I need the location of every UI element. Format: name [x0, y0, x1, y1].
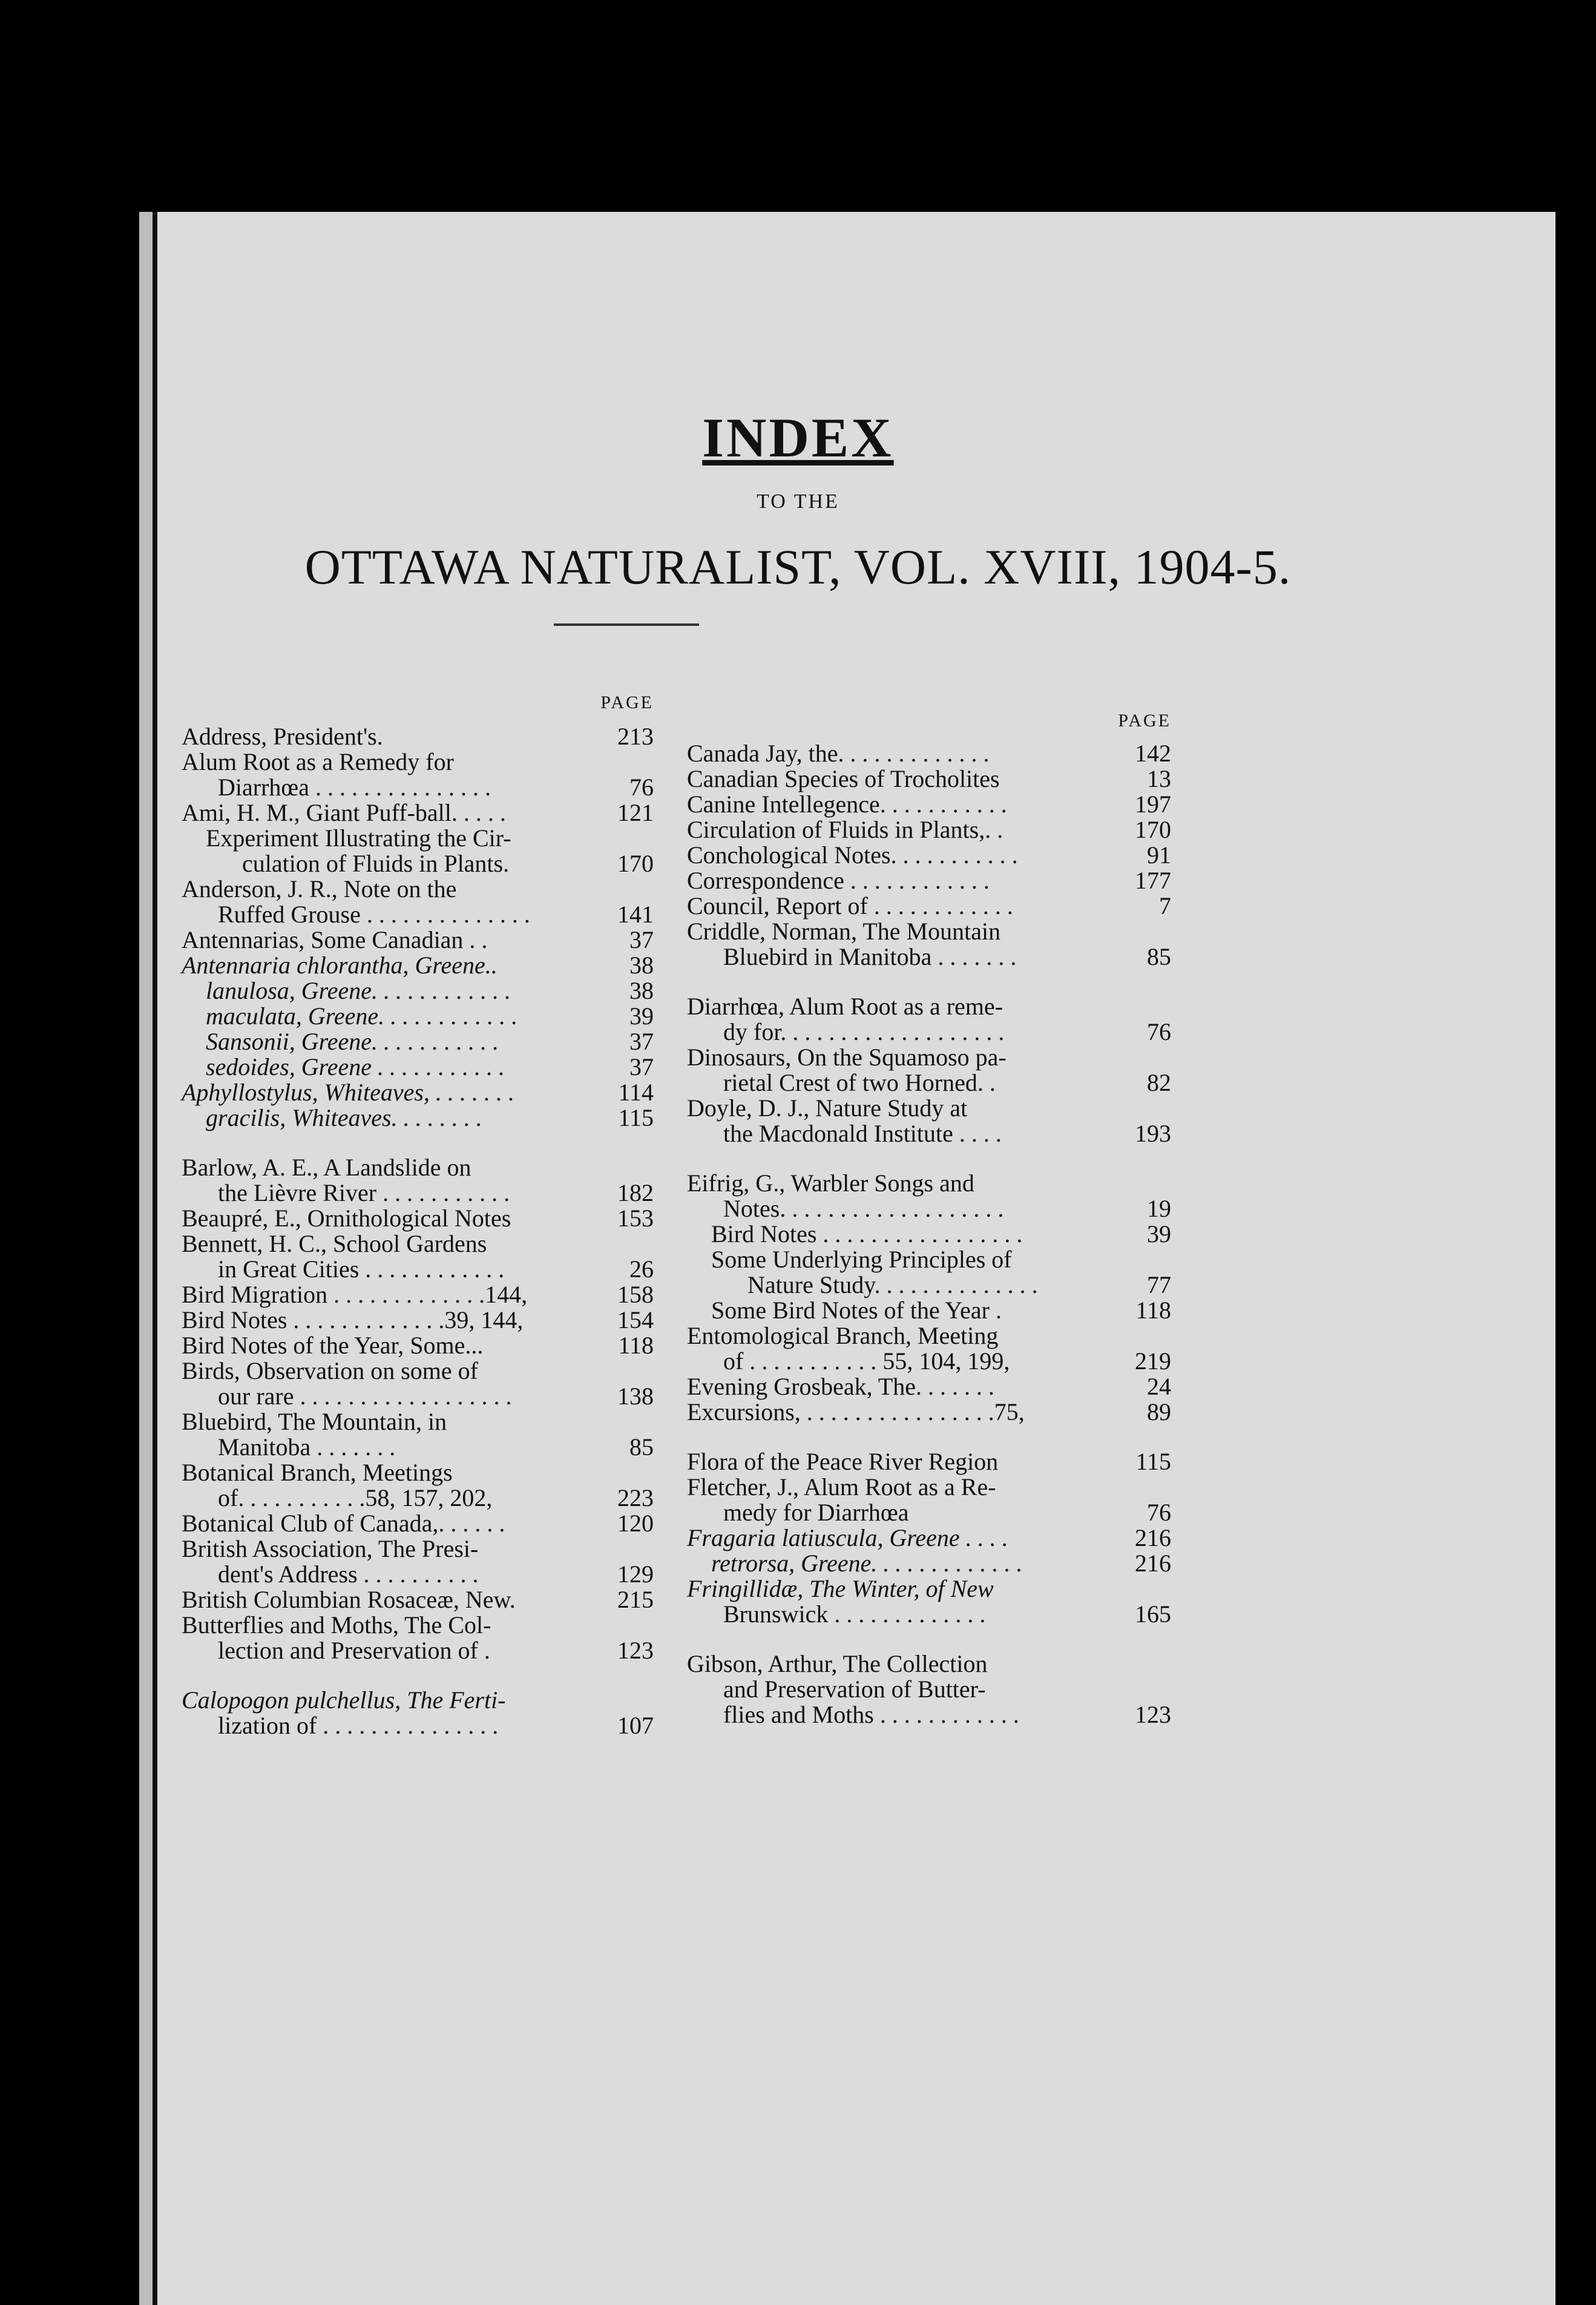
entry-line: British Columbian Rosaceæ, New.	[182, 1586, 516, 1613]
entry-page-number: 215	[617, 1586, 654, 1613]
index-entry	[687, 792, 1171, 817]
entry-page-number: 39	[1147, 1220, 1171, 1248]
entry-line: Experiment Illustrating the Cir-	[206, 824, 511, 852]
entry-page-number: 142	[1135, 740, 1171, 767]
entry-line: and Preservation of Butter-	[723, 1675, 986, 1703]
index-entry	[182, 800, 654, 826]
entry-line: of . . . . . . . . . . . 55, 104, 199,	[723, 1347, 1010, 1375]
entry-text	[687, 1551, 1117, 1576]
entry-page-number: 123	[617, 1637, 654, 1664]
entry-text	[687, 1096, 1117, 1146]
entry-page-number: 120	[617, 1510, 654, 1537]
entry-line: Fragaria latiuscula, Greene . . . .	[687, 1524, 1008, 1551]
index-entry	[687, 1551, 1171, 1576]
entry-text	[182, 1029, 599, 1054]
entry-line: maculata, Greene. . . . . . . . . . . .	[206, 1002, 518, 1030]
entry-line: Manitoba . . . . . . .	[218, 1433, 396, 1461]
entry-text	[182, 1511, 599, 1536]
entry-text	[182, 1206, 599, 1231]
entry-line: Calopogon pulchellus, The Ferti-	[182, 1686, 506, 1714]
index-entry	[687, 1576, 1171, 1627]
index-entry	[182, 749, 654, 800]
entry-text	[687, 1651, 1117, 1728]
entry-page-number: 138	[617, 1383, 654, 1410]
index-entry	[182, 1613, 654, 1663]
entry-text	[687, 1045, 1117, 1096]
entry-text	[687, 1576, 1117, 1627]
index-column-left	[182, 690, 654, 1738]
entry-line: in Great Cities . . . . . . . . . . . .	[218, 1255, 505, 1283]
entry-line: Anderson, J. R., Note on the	[182, 875, 457, 903]
entry-text	[182, 978, 599, 1004]
publication-title: OTTAWA NATURALIST, VOL. XVIII, 1904-5.	[304, 539, 1292, 594]
entry-text	[182, 749, 599, 800]
entry-page-number: 170	[617, 850, 654, 877]
page-column-label: PAGE	[1118, 711, 1171, 731]
entry-page-number: 19	[1147, 1195, 1171, 1222]
entry-line: lization of . . . . . . . . . . . . . . .	[218, 1712, 499, 1739]
entry-text	[182, 1409, 599, 1460]
entry-line: Beaupré, E., Ornithological Notes	[182, 1205, 511, 1232]
entry-line: gracilis, Whiteaves. . . . . . . .	[206, 1104, 482, 1131]
entry-text	[687, 792, 1117, 817]
entry-line: sedoides, Greene . . . . . . . . . . .	[206, 1053, 505, 1080]
index-entry	[687, 1171, 1171, 1222]
entry-text	[182, 1460, 599, 1511]
entry-page-number: 85	[1147, 943, 1171, 970]
index-entry	[182, 1409, 654, 1460]
entry-text	[182, 1231, 599, 1282]
entry-text	[687, 1323, 1117, 1374]
page-spine-edge	[139, 212, 157, 2305]
entry-page-number: 82	[1147, 1069, 1171, 1096]
entry-page-number: 118	[1135, 1297, 1171, 1324]
entry-page-number: 165	[1135, 1600, 1171, 1628]
entry-line: medy for Diarrhœa	[723, 1499, 909, 1526]
entry-line: flies and Moths . . . . . . . . . . . .	[723, 1701, 1019, 1728]
entry-text	[182, 1307, 599, 1333]
entry-line: lanulosa, Greene. . . . . . . . . . . .	[206, 977, 511, 1004]
entry-text	[182, 1333, 599, 1358]
entry-line: Circulation of Fluids in Plants,. .	[687, 816, 1003, 843]
entry-line: Antennaria chlorantha, Greene..	[182, 952, 498, 979]
entry-page-number: 154	[617, 1306, 654, 1333]
entry-line: Address, President's.	[182, 723, 383, 750]
index-entry	[182, 724, 654, 749]
entry-page-number: 85	[629, 1433, 654, 1461]
index-entry	[687, 1651, 1171, 1728]
entry-page-number: 24	[1147, 1373, 1171, 1400]
index-entry	[687, 1449, 1171, 1475]
index-entry	[687, 766, 1171, 792]
entry-page-number: 39	[629, 1002, 654, 1030]
entry-text	[687, 1222, 1117, 1247]
index-entry	[182, 1460, 654, 1511]
entry-line: Ami, H. M., Giant Puff-ball. . . . .	[182, 799, 506, 826]
entry-text	[182, 1536, 599, 1587]
entry-text	[687, 1525, 1117, 1551]
entry-page-number: 170	[1135, 816, 1171, 843]
entry-text	[182, 1155, 599, 1206]
entry-text	[687, 868, 1117, 893]
index-entry	[182, 927, 654, 953]
index-entries-right	[687, 741, 1171, 1728]
entry-line: Council, Report of . . . . . . . . . . . .	[687, 892, 1013, 919]
entry-page-number: 129	[617, 1560, 654, 1588]
entry-text	[687, 1475, 1117, 1525]
index-entry	[687, 994, 1171, 1045]
entry-line: lection and Preservation of .	[218, 1637, 490, 1664]
entry-text	[687, 919, 1117, 970]
entry-page-number: 76	[1147, 1499, 1171, 1526]
entry-line: Diarrhœa . . . . . . . . . . . . . . .	[218, 774, 491, 801]
entry-text	[182, 1688, 599, 1738]
index-entry	[687, 1045, 1171, 1096]
entry-line: Criddle, Norman, The Mountain	[687, 918, 1001, 945]
index-entry	[182, 1054, 654, 1080]
index-entry	[182, 826, 654, 876]
entry-text	[182, 927, 599, 953]
entry-page-number: 121	[617, 799, 654, 826]
index-entry	[687, 817, 1171, 843]
entry-page-number: 118	[618, 1332, 654, 1359]
index-entry	[182, 1004, 654, 1029]
entry-page-number: 76	[629, 774, 654, 801]
entry-page-number: 37	[629, 1028, 654, 1055]
entry-line: Eifrig, G., Warbler Songs and	[687, 1169, 974, 1197]
entry-line: Bluebird, The Mountain, in	[182, 1408, 447, 1435]
entry-page-number: 115	[618, 1104, 654, 1131]
entry-line: Brunswick . . . . . . . . . . . . .	[723, 1600, 986, 1628]
entry-line: the Macdonald Institute . . . .	[723, 1120, 1002, 1147]
entry-line: Ruffed Grouse . . . . . . . . . . . . . .	[218, 901, 530, 928]
entry-page-number: 13	[1147, 765, 1171, 792]
entry-text	[182, 1080, 599, 1105]
index-entry	[687, 1222, 1171, 1247]
entry-line: Fringillidæ, The Winter, of New	[687, 1575, 994, 1602]
entry-page-number: 216	[1135, 1550, 1171, 1577]
entry-line: Correspondence . . . . . . . . . . . .	[687, 867, 990, 894]
entry-page-number: 177	[1135, 867, 1171, 894]
entry-line: our rare . . . . . . . . . . . . . . . . . .	[218, 1383, 512, 1410]
entry-gap	[182, 1663, 654, 1688]
index-entry	[182, 1155, 654, 1206]
index-entry	[182, 876, 654, 927]
entry-line: Notes. . . . . . . . . . . . . . . . . . .	[723, 1195, 1004, 1222]
entry-page-number: 193	[1135, 1120, 1171, 1147]
entry-text	[687, 1247, 1117, 1298]
entry-page-number: 216	[1135, 1524, 1171, 1551]
entry-text	[182, 1105, 599, 1131]
index-entry	[182, 1282, 654, 1307]
entry-text	[687, 1399, 1117, 1425]
entry-line: Conchological Notes. . . . . . . . . . .	[687, 841, 1018, 869]
entry-line: dent's Address . . . . . . . . . .	[218, 1560, 479, 1588]
entry-text	[182, 1004, 599, 1029]
index-entry	[182, 1688, 654, 1738]
entry-page-number: 91	[1147, 841, 1171, 869]
entry-text	[182, 1358, 599, 1409]
index-entries-left	[182, 724, 654, 1738]
entry-text	[182, 1613, 599, 1663]
entry-line: Bluebird in Manitoba . . . . . . .	[723, 943, 1017, 970]
entry-text	[182, 953, 599, 978]
index-entry	[182, 1536, 654, 1587]
index-entry	[687, 893, 1171, 919]
entry-line: Bird Notes of the Year, Some...	[182, 1332, 484, 1359]
entry-line: Nature Study. . . . . . . . . . . . . .	[747, 1271, 1038, 1298]
entry-line: Alum Root as a Remedy for	[182, 748, 454, 775]
entry-page-number: 141	[617, 901, 654, 928]
entry-line: Flora of the Peace River Region	[687, 1448, 999, 1475]
entry-line: Birds, Observation on some of	[182, 1357, 478, 1384]
entry-gap	[687, 970, 1171, 994]
entry-line: Botanical Club of Canada,. . . . . .	[182, 1510, 505, 1537]
entry-page-number: 158	[617, 1281, 654, 1308]
entry-line: Canine Intellegence. . . . . . . . . . .	[687, 791, 1007, 818]
entry-line: Diarrhœa, Alum Root as a reme-	[687, 993, 1003, 1020]
entry-page-number: 26	[629, 1255, 654, 1283]
index-entry	[687, 843, 1171, 868]
entry-page-number: 37	[629, 926, 654, 953]
entry-line: Bird Notes . . . . . . . . . . . . . . . . .	[711, 1220, 1023, 1248]
index-entry	[687, 868, 1171, 893]
index-entry	[687, 1374, 1171, 1399]
entry-line: the Lièvre River . . . . . . . . . . .	[218, 1179, 510, 1206]
entry-page-number: 7	[1159, 892, 1171, 919]
entry-text	[182, 1054, 599, 1080]
entry-text	[687, 843, 1117, 868]
entry-line: Fletcher, J., Alum Root as a Re-	[687, 1473, 996, 1501]
entry-gap	[687, 1146, 1171, 1171]
entry-line: Dinosaurs, On the Squamoso pa-	[687, 1044, 1007, 1071]
entry-line: culation of Fluids in Plants.	[242, 850, 510, 877]
entry-line: Bennett, H. C., School Gardens	[182, 1230, 487, 1257]
entry-text	[182, 1282, 599, 1307]
entry-line: Some Bird Notes of the Year .	[711, 1297, 1002, 1324]
entry-page-number: 114	[618, 1079, 654, 1106]
entry-line: Botanical Branch, Meetings	[182, 1459, 453, 1486]
entry-page-number: 38	[629, 952, 654, 979]
index-title: INDEX	[702, 407, 894, 469]
index-entry	[687, 1399, 1171, 1425]
entry-line: Bird Migration . . . . . . . . . . . . .144,	[182, 1281, 528, 1308]
entry-text	[687, 766, 1117, 792]
index-entry	[687, 1096, 1171, 1146]
entry-text	[687, 893, 1117, 919]
entry-gap	[182, 1131, 654, 1155]
entry-line: Bird Notes . . . . . . . . . . . . .39, 144,	[182, 1306, 524, 1333]
entry-text	[182, 876, 599, 927]
entry-text	[687, 1449, 1117, 1475]
entry-page-number: 213	[617, 723, 654, 750]
index-entry	[182, 953, 654, 978]
entry-line: dy for. . . . . . . . . . . . . . . . . . .	[723, 1018, 1005, 1045]
entry-line: rietal Crest of two Horned. .	[723, 1069, 996, 1096]
entry-text	[687, 1374, 1117, 1399]
entry-text	[687, 1298, 1117, 1323]
index-entry	[687, 1475, 1171, 1525]
entry-gap	[687, 1425, 1171, 1449]
index-entry	[687, 741, 1171, 766]
entry-page-number: 219	[1135, 1347, 1171, 1375]
index-entry	[182, 1206, 654, 1231]
entry-line: Doyle, D. J., Nature Study at	[687, 1094, 968, 1122]
entry-line: Antennarias, Some Canadian . .	[182, 926, 488, 953]
index-entry	[182, 1511, 654, 1536]
entry-line: retrorsa, Greene. . . . . . . . . . . . .	[711, 1550, 1023, 1577]
index-entry	[182, 1307, 654, 1333]
title-divider	[554, 623, 699, 626]
entry-line: Butterflies and Moths, The Col-	[182, 1611, 491, 1639]
entry-page-number: 89	[1147, 1398, 1171, 1425]
index-column-right	[687, 690, 1171, 1728]
index-entry	[687, 1525, 1171, 1551]
entry-text	[687, 741, 1117, 766]
index-entry	[182, 1105, 654, 1131]
index-entry	[687, 919, 1171, 970]
entry-line: Gibson, Arthur, The Collection	[687, 1650, 988, 1677]
entry-line: Entomological Branch, Meeting	[687, 1322, 999, 1349]
entry-line: Aphyllostylus, Whiteaves, . . . . . . .	[182, 1079, 514, 1106]
entry-line: Barlow, A. E., A Landslide on	[182, 1154, 471, 1181]
entry-page-number: 153	[617, 1205, 654, 1232]
entry-text	[182, 724, 599, 749]
entry-gap	[687, 1627, 1171, 1651]
entry-line: Sansonii, Greene. . . . . . . . . . .	[206, 1028, 499, 1055]
entry-line: Evening Grosbeak, The. . . . . . .	[687, 1373, 995, 1400]
entry-page-number: 182	[617, 1179, 654, 1206]
index-entry	[182, 1587, 654, 1613]
entry-page-number: 107	[617, 1712, 654, 1739]
index-entry	[182, 1080, 654, 1105]
index-entry	[182, 1029, 654, 1054]
index-entry	[182, 1333, 654, 1358]
index-entry	[182, 978, 654, 1004]
index-entry	[687, 1298, 1171, 1323]
entry-page-number: 38	[629, 977, 654, 1004]
page-column-label: PAGE	[600, 692, 654, 712]
entry-line: of. . . . . . . . . . .58, 157, 202,	[218, 1484, 493, 1511]
index-entry	[182, 1358, 654, 1409]
index-entry	[687, 1247, 1171, 1298]
index-entry	[182, 1231, 654, 1282]
entry-page-number: 197	[1135, 791, 1171, 818]
entry-page-number: 115	[1135, 1448, 1171, 1475]
entry-page-number: 37	[629, 1053, 654, 1080]
entry-line: Some Underlying Principles of	[711, 1246, 1012, 1273]
entry-line: Excursions, . . . . . . . . . . . . . . . .75,	[687, 1398, 1025, 1425]
entry-page-number: 123	[1135, 1701, 1171, 1728]
entry-text	[687, 817, 1117, 843]
entry-line: Canadian Species of Trocholites	[687, 765, 1000, 792]
to-the-caption: TO THE	[757, 490, 839, 513]
entry-text	[182, 800, 599, 826]
entry-text	[687, 994, 1117, 1045]
entry-page-number: 76	[1147, 1018, 1171, 1045]
entry-text	[182, 826, 599, 876]
entry-text	[687, 1171, 1117, 1222]
entry-text	[182, 1587, 599, 1613]
entry-page-number: 77	[1147, 1271, 1171, 1298]
entry-line: Canada Jay, the. . . . . . . . . . . . .	[687, 740, 990, 767]
entry-line: British Association, The Presi-	[182, 1535, 479, 1562]
index-entry	[687, 1323, 1171, 1374]
entry-page-number: 223	[617, 1484, 654, 1511]
